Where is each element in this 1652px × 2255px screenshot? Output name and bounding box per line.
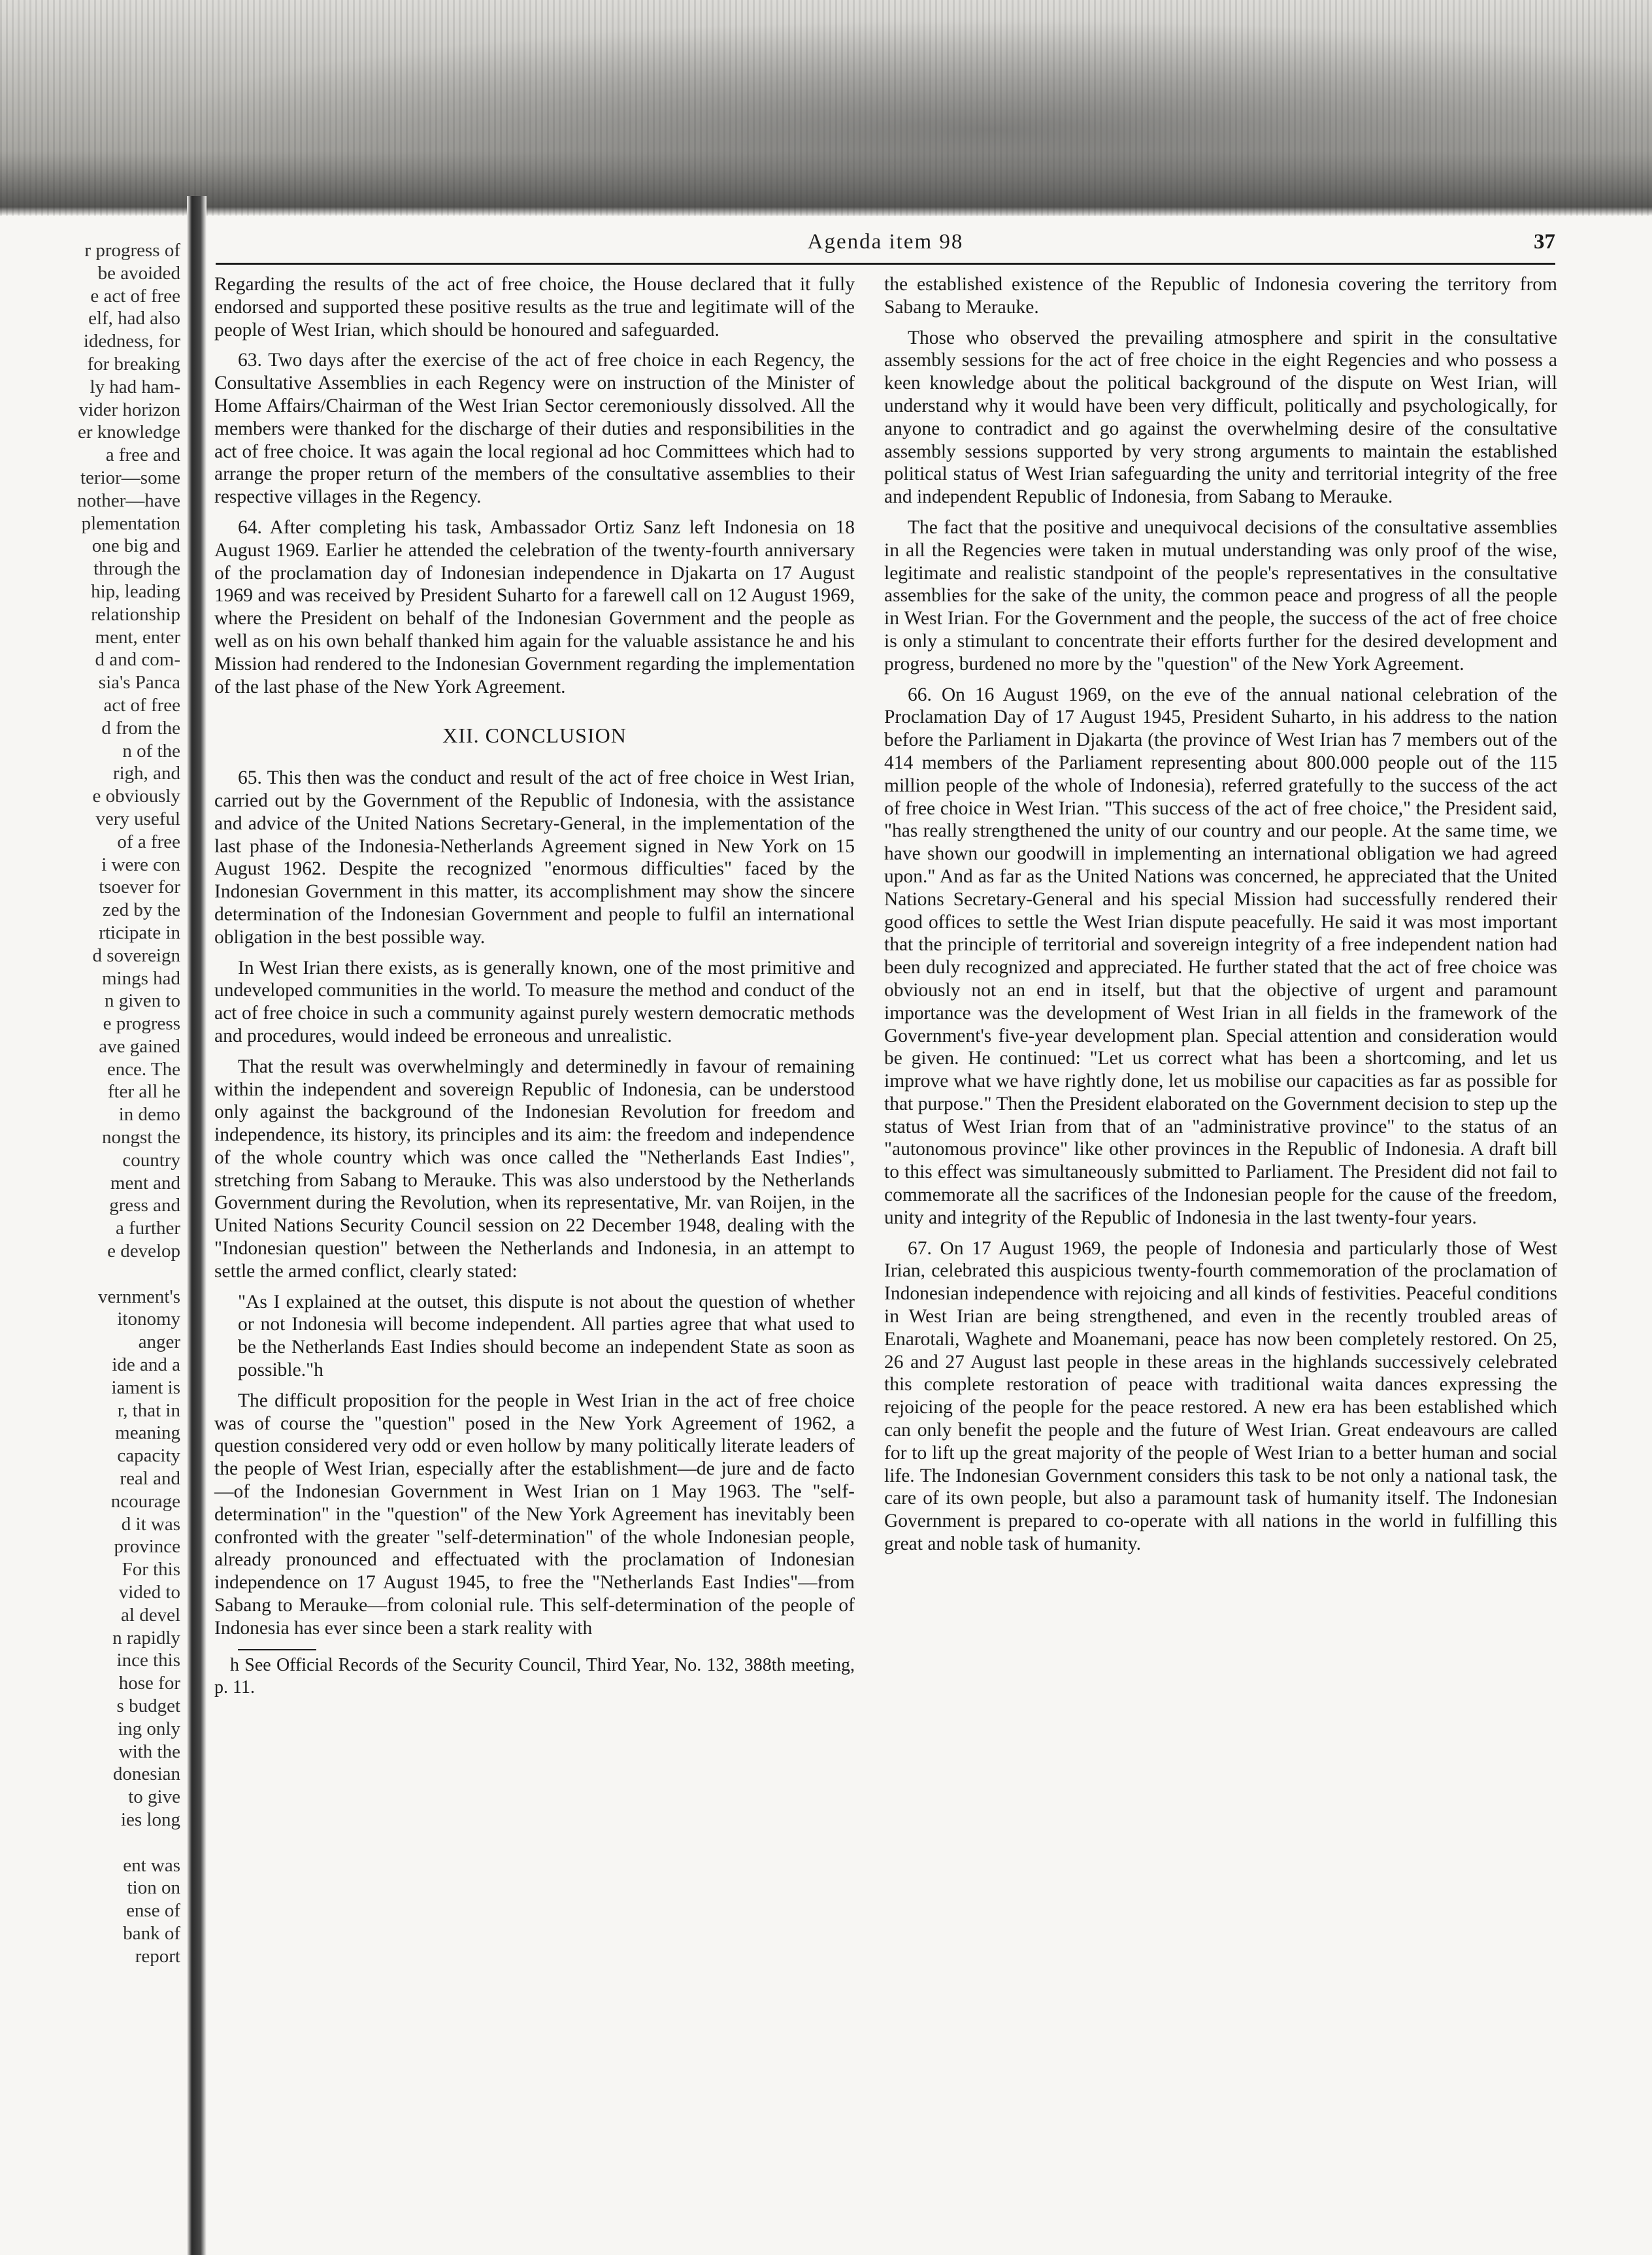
edge-fragment: capacity [117,1445,180,1467]
paragraph-65-primitive-communities: In West Irian there exists, as is generally known, one of the most primitive and undeveloped communities in the world. To measure the method and conduct of the act of free choice in such a community against purely western democratic methods and procedures, would indeed be erroneous and unrealistic. [214,957,855,1046]
edge-fragment: gress and [109,1195,180,1216]
edge-fragment: ment and [110,1172,180,1194]
page-number: 37 [1534,230,1555,254]
paragraph-65-revolution: That the result was overwhelmingly and determinedly in favour of remaining within the independent and sovereign Republic of Indonesia, can be understood only against the background of the Indonesian Revolution for freedom and independence, its history, its principles and its aim: the freedom and independence of the whole country which was once called the "Netherlands East Indies", stretching from Sabang to Merauke. This was also understood by the Netherlands Government during the Revolution, when its representative, Mr. van Roijen, in the United Nations Security Council session on 22 December 1948, dealing with the "Indonesian question" between the Netherlands and Indonesia, in an attempt to settle the armed conflict, clearly stated: [214,1056,855,1282]
edge-fragment: ly had ham- [90,376,180,397]
edge-fragment: d and com- [95,649,180,671]
section-heading-conclusion: XII. CONCLUSION [442,724,627,748]
edge-gap [0,1831,180,1854]
edge-fragment: a free and [105,444,180,466]
edge-fragment: in demo [118,1104,180,1126]
edge-fragment: e act of free [90,285,180,307]
edge-fragment: plementation [81,512,180,534]
edge-fragment: d it was [121,1513,180,1535]
edge-fragment: n rapidly [112,1627,180,1648]
page-binding-shadow [187,196,206,2255]
edge-fragment: vided to [118,1582,180,1603]
edge-fragment: to give [128,1786,180,1808]
edge-fragment: elf, had also [88,308,180,329]
paragraph-65-self-determination: The difficult proposition for the people in West Irian in the act of free choice was of course the "question" posed in the New York Agreement of 1962, a question considered very odd or even hollow by many politically literate leaders of the people of West Irian, especially after the establishment—de jure and de facto—of the Indonesian Government in West Irian on 1 May 1963. The "self-determination" in the "question" of the New York Agreement has inevitably been confronted with the greater "self-determination" of the whole Indonesian people, already pronounced and effectuated with the proclamation of Indonesian independence on 17 August 1945, to free the "Netherlands East Indies"—from Sabang to Merauke—from colonial rule. This self-determination of the people of Indonesia has ever since been a stark reality with [214,1390,855,1639]
edge-fragment: ing only [118,1718,180,1739]
edge-fragment: tion on [127,1877,180,1899]
edge-fragment: fter all he [107,1081,180,1103]
edge-fragment: r progress of [84,240,180,261]
edge-fragment: idedness, for [83,331,180,352]
edge-fragment: nongst the [101,1127,180,1148]
middle-column [214,273,855,1699]
edge-fragment: ncourage [110,1490,180,1512]
edge-fragment: ment, enter [95,626,180,648]
edge-fragment: n given to [105,990,180,1012]
edge-fragment: s budget [116,1695,180,1716]
paragraph-observers: Those who observed the prevailing atmosphere and spirit in the consultative assembly sessions for the act of free choice in the eight Regencies and who possess a keen knowledge about the political background of the dispute on West Irian, will understand why it would have been very difficult, politically and psychologically, for anyone to contradict and go against the overwhelming desire of the consultative assembly sessions supported by very strong arguments to maintain the established political status of West Irian safeguarding the unity and territorial integrity of the free and independent Republic of Indonesia, from Sabang to Merauke. [884,327,1557,508]
edge-fragment: d from the [101,717,180,739]
edge-fragment: bank of [123,1922,180,1944]
edge-fragment: a further [115,1218,180,1239]
edge-fragment: anger [138,1331,180,1353]
edge-fragment: sia's Panca [98,672,180,693]
edge-fragment: tsoever for [99,877,180,898]
left-page-edge-fragments [0,239,180,1968]
edge-fragment: mings had [101,967,180,989]
right-column [884,273,1557,1563]
paragraph-65: 65. This then was the conduct and result of the act of free choice in West Irian, carried out by the Government of the Republic of Indonesia, with the assistance and advice of the United Nations Secretary-General, in the implementation of the last phase of the Indonesia-Netherlands Agreement signed in New York on 15 August 1962. Despite the recognized "enormous difficulties" faced by the Indonesian Government in this matter, its accomplishment may show the sincere determination of the Indonesian Government and people to fulfil an international obligation in the best possible way. [214,767,855,948]
edge-fragment: report [135,1945,180,1967]
paragraph-regarding-results: Regarding the results of the act of free choice, the House declared that it fully endorsed and supported these positive results as the true and legitimate will of the people of West Irian, which should be honoured and safeguarded. [214,274,855,341]
edge-fragment: iament is [111,1377,180,1398]
paragraph-64: 64. After completing his task, Ambassador Ortiz Sanz left Indonesia on 18 August 1969. Earlier he attended the celebration of the twenty-fourth anniversary of the proclamation day of Indonesian independence in Djakarta on 17 August 1969 and was received by President Suharto for a farewell call on 12 August 1969, where the President on behalf of the Indonesian Government and the people as well as on his own behalf thanked him again for the valuable assistance he and his Mission had rendered to the Indonesian Government regarding the implementation of the last phase of the New York Agreement. [214,516,855,697]
agenda-item-title: Agenda item 98 [807,230,964,254]
van-roijen-quote: "As I explained at the outset, this dispute is not about the question of whether or not Indonesia will become independent. All parties agree that what used to be the Netherlands East Indies should become an independent State as soon as possible."h [238,1291,855,1381]
edge-fragment: ince this [116,1650,180,1671]
edge-fragment: be avoided [97,262,180,284]
edge-fragment: righ, and [112,763,180,784]
edge-fragment: al devel [121,1604,180,1626]
edge-fragment: real and [120,1468,180,1490]
paragraph-66: 66. On 16 August 1969, on the eve of the annual national celebration of the Proclamation Day of 17 August 1945, President Suharto, in his address to the nation before the Parliament in Djakarta (the province of West Irian has 7 members out of the 414 members of the Parliament representing about 800.000 people out of the 115 million people of the whole of Indonesia), referred gratefully to the success of the act of free choice in West Irian. "This success of the act of free choice," the President said, "has really strengthened the unity of our country and our people. At the same time, we have shown our goodwill in implementing an international obligation we had agreed upon." And as far as the United Nations was concerned, he appreciated that the United Nations Secretary-General and his special Mission had successfully rendered their good offices to settle the West Irian dispute peacefully. He said it was most important that the principle of territorial and sovereign integrity of a free independent nation had been duly recognized and appreciated. He further stated that the act of free choice was obviously not an end in itself, but that the objective of urgent and paramount importance was the development of West Irian in all fields in the framework of the Government's five-year development plan. Special attention and consideration would be given. He continued: "Let us correct what has been a shortcoming, and let us improve what we have rightly done, let us mobilise our capacities as far as possible for that purpose." Then the President elaborated on the Government decision to step up the status of West Irian from that of an "administrative province" to the status of an "autonomous province" like other provinces in the Republic of Indonesia. A draft bill to this effect was simultaneously submitted to Parliament. The President did not fail to commemorate all the sacrifices of the Indonesian people for the cause of the freedom, unity and integrity of the Republic of Indonesia in the last twenty-four years. [884,684,1557,1228]
paragraph-63: 63. Two days after the exercise of the act of free choice in each Regency, the Consultative Assemblies in each Regency were on instruction of the Minister of Home Affairs/Chairman of the West Irian Sector ceremoniously dissolved. All the members were thanked for the discharge of their duties and responsibilities in the act of free choice. It was again the local regional ad hoc Committees which had to arrange the proper return of the members of the consultative assemblies to their respective villages in the Regency. [214,350,855,508]
edge-fragment: e obviously [92,786,180,807]
edge-fragment: hip, leading [91,580,180,602]
edge-fragment: ent was [123,1854,180,1876]
paragraph-continued: the established existence of the Republic of Indonesia covering the territory from Sabang to Merauke. [884,274,1557,318]
edge-fragment: d sovereign [92,944,180,966]
edge-fragment: nother—have [77,490,180,511]
edge-fragment: one big and [91,535,180,557]
edge-fragment: relationship [91,603,180,625]
edge-fragment: with the [118,1741,180,1762]
paragraph-unequivocal-decisions: The fact that the positive and unequivocal decisions of the consultative assemblies in all the Regencies were taken in mutual understanding was only proof of the wise, legitimate and realistic standpoint of the people's representatives in the consultative assemblies for the sake of the unity, the common peace and progress of all the people in West Irian. For the Government and the people, the success of the act of free choice is only a stimulant to concentrate their efforts further for the desired development and progress, burdened no more by the "question" of the New York Agreement. [884,516,1557,675]
edge-fragment: e develop [107,1241,180,1262]
edge-fragment: rticipate in [99,922,180,943]
edge-fragment: er knowledge [77,422,180,443]
edge-fragment: act of free [103,694,180,716]
edge-fragment: itonomy [117,1309,180,1330]
edge-fragment: ense of [126,1900,180,1922]
edge-gap [0,1263,180,1286]
edge-fragment: country [122,1149,180,1171]
edge-fragment: ence. The [107,1058,180,1080]
edge-fragment: very useful [95,808,180,829]
edge-fragment: r, that in [117,1399,180,1421]
edge-fragment: n of the [122,740,180,761]
edge-fragment: hose for [118,1673,180,1694]
edge-fragment: vernment's [97,1286,180,1307]
edge-fragment: ide and a [112,1354,180,1376]
paragraph-67: 67. On 17 August 1969, the people of Indonesia and particularly those of West Irian, celebrated this auspicious twenty-fourth commemoration of the proclamation of Indonesian independence with rejoicing and all kinds of festivities. Peaceful conditions in West Irian are being strengthened, and even in the recently troubled areas of Enarotali, Waghete and Moanemani, peace has now been completely restored. On 25, 26 and 27 August last people in these areas in the highlands successively celebrated this complete restoration of peace with traditional waita dances expressing the rejoicing of the people for the peace restored. A new era has been established which can only benefit the people and the future of West Irian. Great endeavours are called for to lift up the great majority of the people of West Irian to a better human and social life. The Indonesian Government considers this task to be not only a national task, the care of its own people, but also a paramount task of humanity itself. The Indonesian Government is prepared to co-operate with all nations in the world in fulfilling this great and noble task of humanity. [884,1237,1557,1555]
edge-fragment: province [114,1536,180,1558]
edge-fragment: i were con [101,854,180,875]
edge-fragment: For this [122,1559,180,1580]
edge-fragment: zed by the [102,899,180,921]
edge-fragment: e progress [103,1013,180,1035]
edge-fragment: meaning [115,1422,180,1444]
edge-fragment: ies long [120,1809,180,1830]
edge-fragment: vider horizon [78,399,180,420]
footnote-h: h See Official Records of the Security Council, Third Year, No. 132, 388th meeting, p. 11. [214,1654,855,1698]
edge-fragment: through the [93,558,180,580]
footnote-rule [238,1649,316,1650]
page-header [216,230,1555,265]
edge-fragment: ave gained [99,1035,180,1057]
edge-fragment: of a free [117,831,180,852]
edge-fragment: donesian [112,1763,180,1785]
edge-fragment: for breaking [87,353,180,375]
scan-shadow-top [0,0,1652,216]
edge-fragment: terior—some [80,467,180,488]
